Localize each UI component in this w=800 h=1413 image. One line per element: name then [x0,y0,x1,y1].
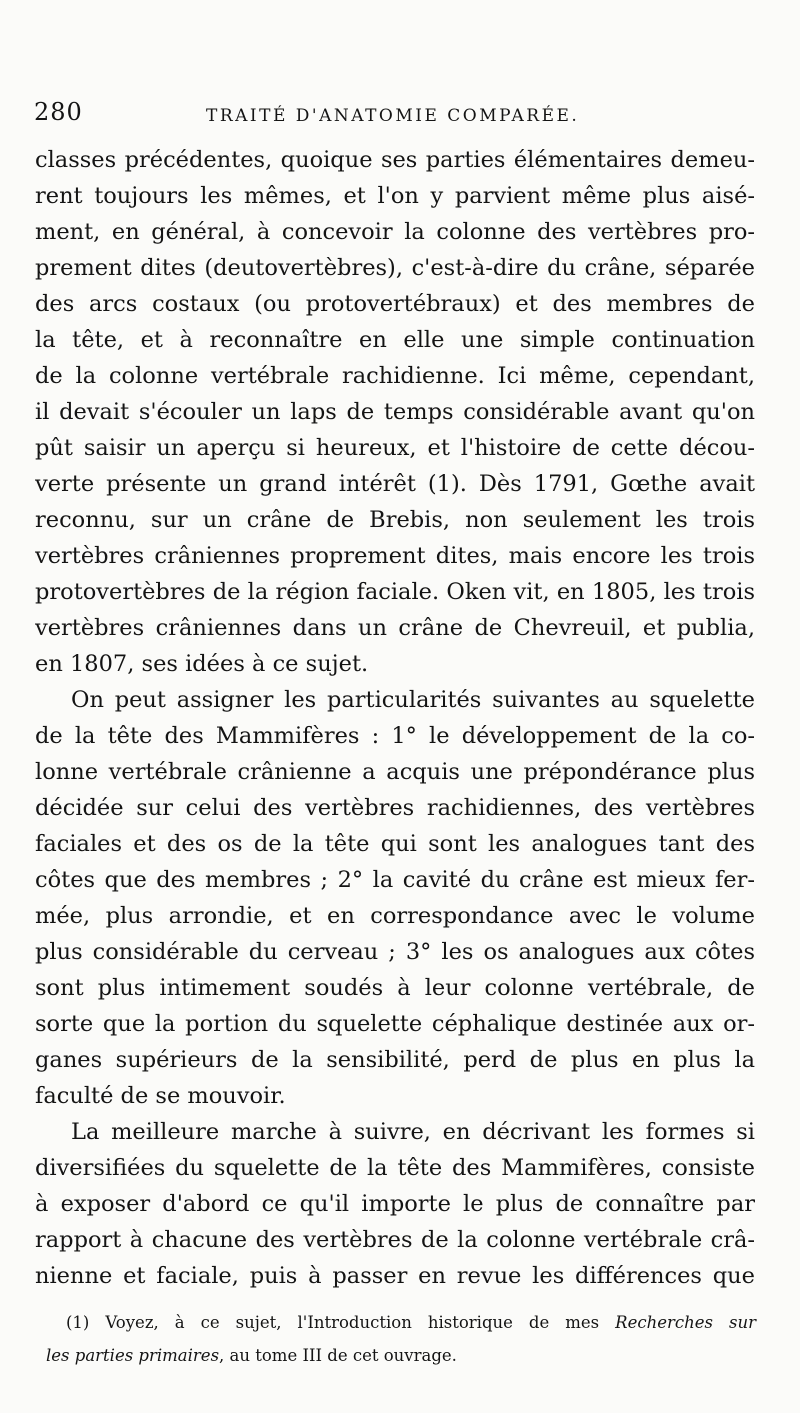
text-line: prement dites (deutovertèbres), c'est-à-dire du crâne, séparée [35,255,755,281]
text-line: sont plus intimement soudés à leur colonne vertébrale, de [35,975,755,1001]
text-line: lonne vertébrale crânienne a acquis une prépondérance plus [35,759,755,785]
page-number: 280 [34,98,83,126]
footnote-line [46,1339,756,1372]
text-line: vertèbres crâniennes dans un crâne de Chevreuil, et publia, [35,615,755,641]
text-line: rent toujours les mêmes, et l'on y parvient même plus aisé- [35,183,755,209]
text-line: diversifiées du squelette de la tête des Mammifères, consiste [35,1155,755,1181]
text-line: vertèbres crâniennes proprement dites, mais encore les trois [35,543,755,569]
footnote-italic-title: Recherches sur [615,1313,756,1332]
body-text [35,142,755,1294]
text-line: la tête, et à reconnaître en elle une simple continuation [35,327,755,353]
text-line: pût saisir un aperçu si heureux, et l'histoire de cette décou- [35,435,755,461]
text-line: faciales et des os de la tête qui sont les analogues tant des [35,831,755,857]
text-line: plus considérable du cerveau ; 3° les os analogues aux côtes [35,939,755,965]
text-line: décidée sur celui des vertèbres rachidiennes, des vertèbres [35,795,755,821]
text-line: classes précédentes, quoique ses parties élémentaires demeu- [35,147,755,173]
text-line: en 1807, ses idées à ce sujet. [35,651,369,677]
text-line: rapport à chacune des vertèbres de la colonne vertébrale crâ- [35,1227,755,1253]
paragraph-start-line: La meilleure marche à suivre, en décrivant les formes si [71,1119,755,1145]
text-line: des arcs costaux (ou protovertébraux) et des membres de [35,291,755,317]
text-line: il devait s'écouler un laps de temps considérable avant qu'on [35,399,755,425]
text-line: ganes supérieurs de la sensibilité, perd de plus en plus la [35,1047,755,1073]
text-line: à exposer d'abord ce qu'il importe le plus de connaître par [35,1191,755,1217]
text-line: verte présente un grand intérêt (1). Dès 1791, Gœthe avait [35,471,755,497]
footnote-text: , au tome III de cet ouvrage. [219,1346,457,1365]
paragraph-start-line: On peut assigner les particularités suivantes au squelette [71,687,755,713]
footnote [46,1306,756,1372]
text-line: nienne et faciale, puis à passer en revue les différences que [35,1263,755,1289]
text-line: protovertèbres de la région faciale. Oken vit, en 1805, les trois [35,579,755,605]
text-line: de la colonne vertébrale rachidienne. Ici même, cependant, [35,363,755,389]
running-title: TRAITÉ D'ANATOMIE COMPARÉE. [206,106,580,126]
text-line: mée, plus arrondie, et en correspondance avec le volume [35,903,755,929]
text-line: côtes que des membres ; 2° la cavité du crâne est mieux fer- [35,867,755,893]
text-line: reconnu, sur un crâne de Brebis, non seulement les trois [35,507,755,533]
text-line: sorte que la portion du squelette céphalique destinée aux or- [35,1011,755,1037]
footnote-italic-title: les parties primaires [46,1346,220,1365]
text-line: de la tête des Mammifères : 1° le développement de la co- [35,723,755,749]
page-header [34,98,754,134]
text-line: faculté de se mouvoir. [35,1083,286,1109]
footnote-line [46,1306,756,1339]
footnote-text: (1) Voyez, à ce sujet, l'Introduction historique de mes [66,1313,616,1332]
text-line: ment, en général, à concevoir la colonne des vertèbres pro- [35,219,755,245]
